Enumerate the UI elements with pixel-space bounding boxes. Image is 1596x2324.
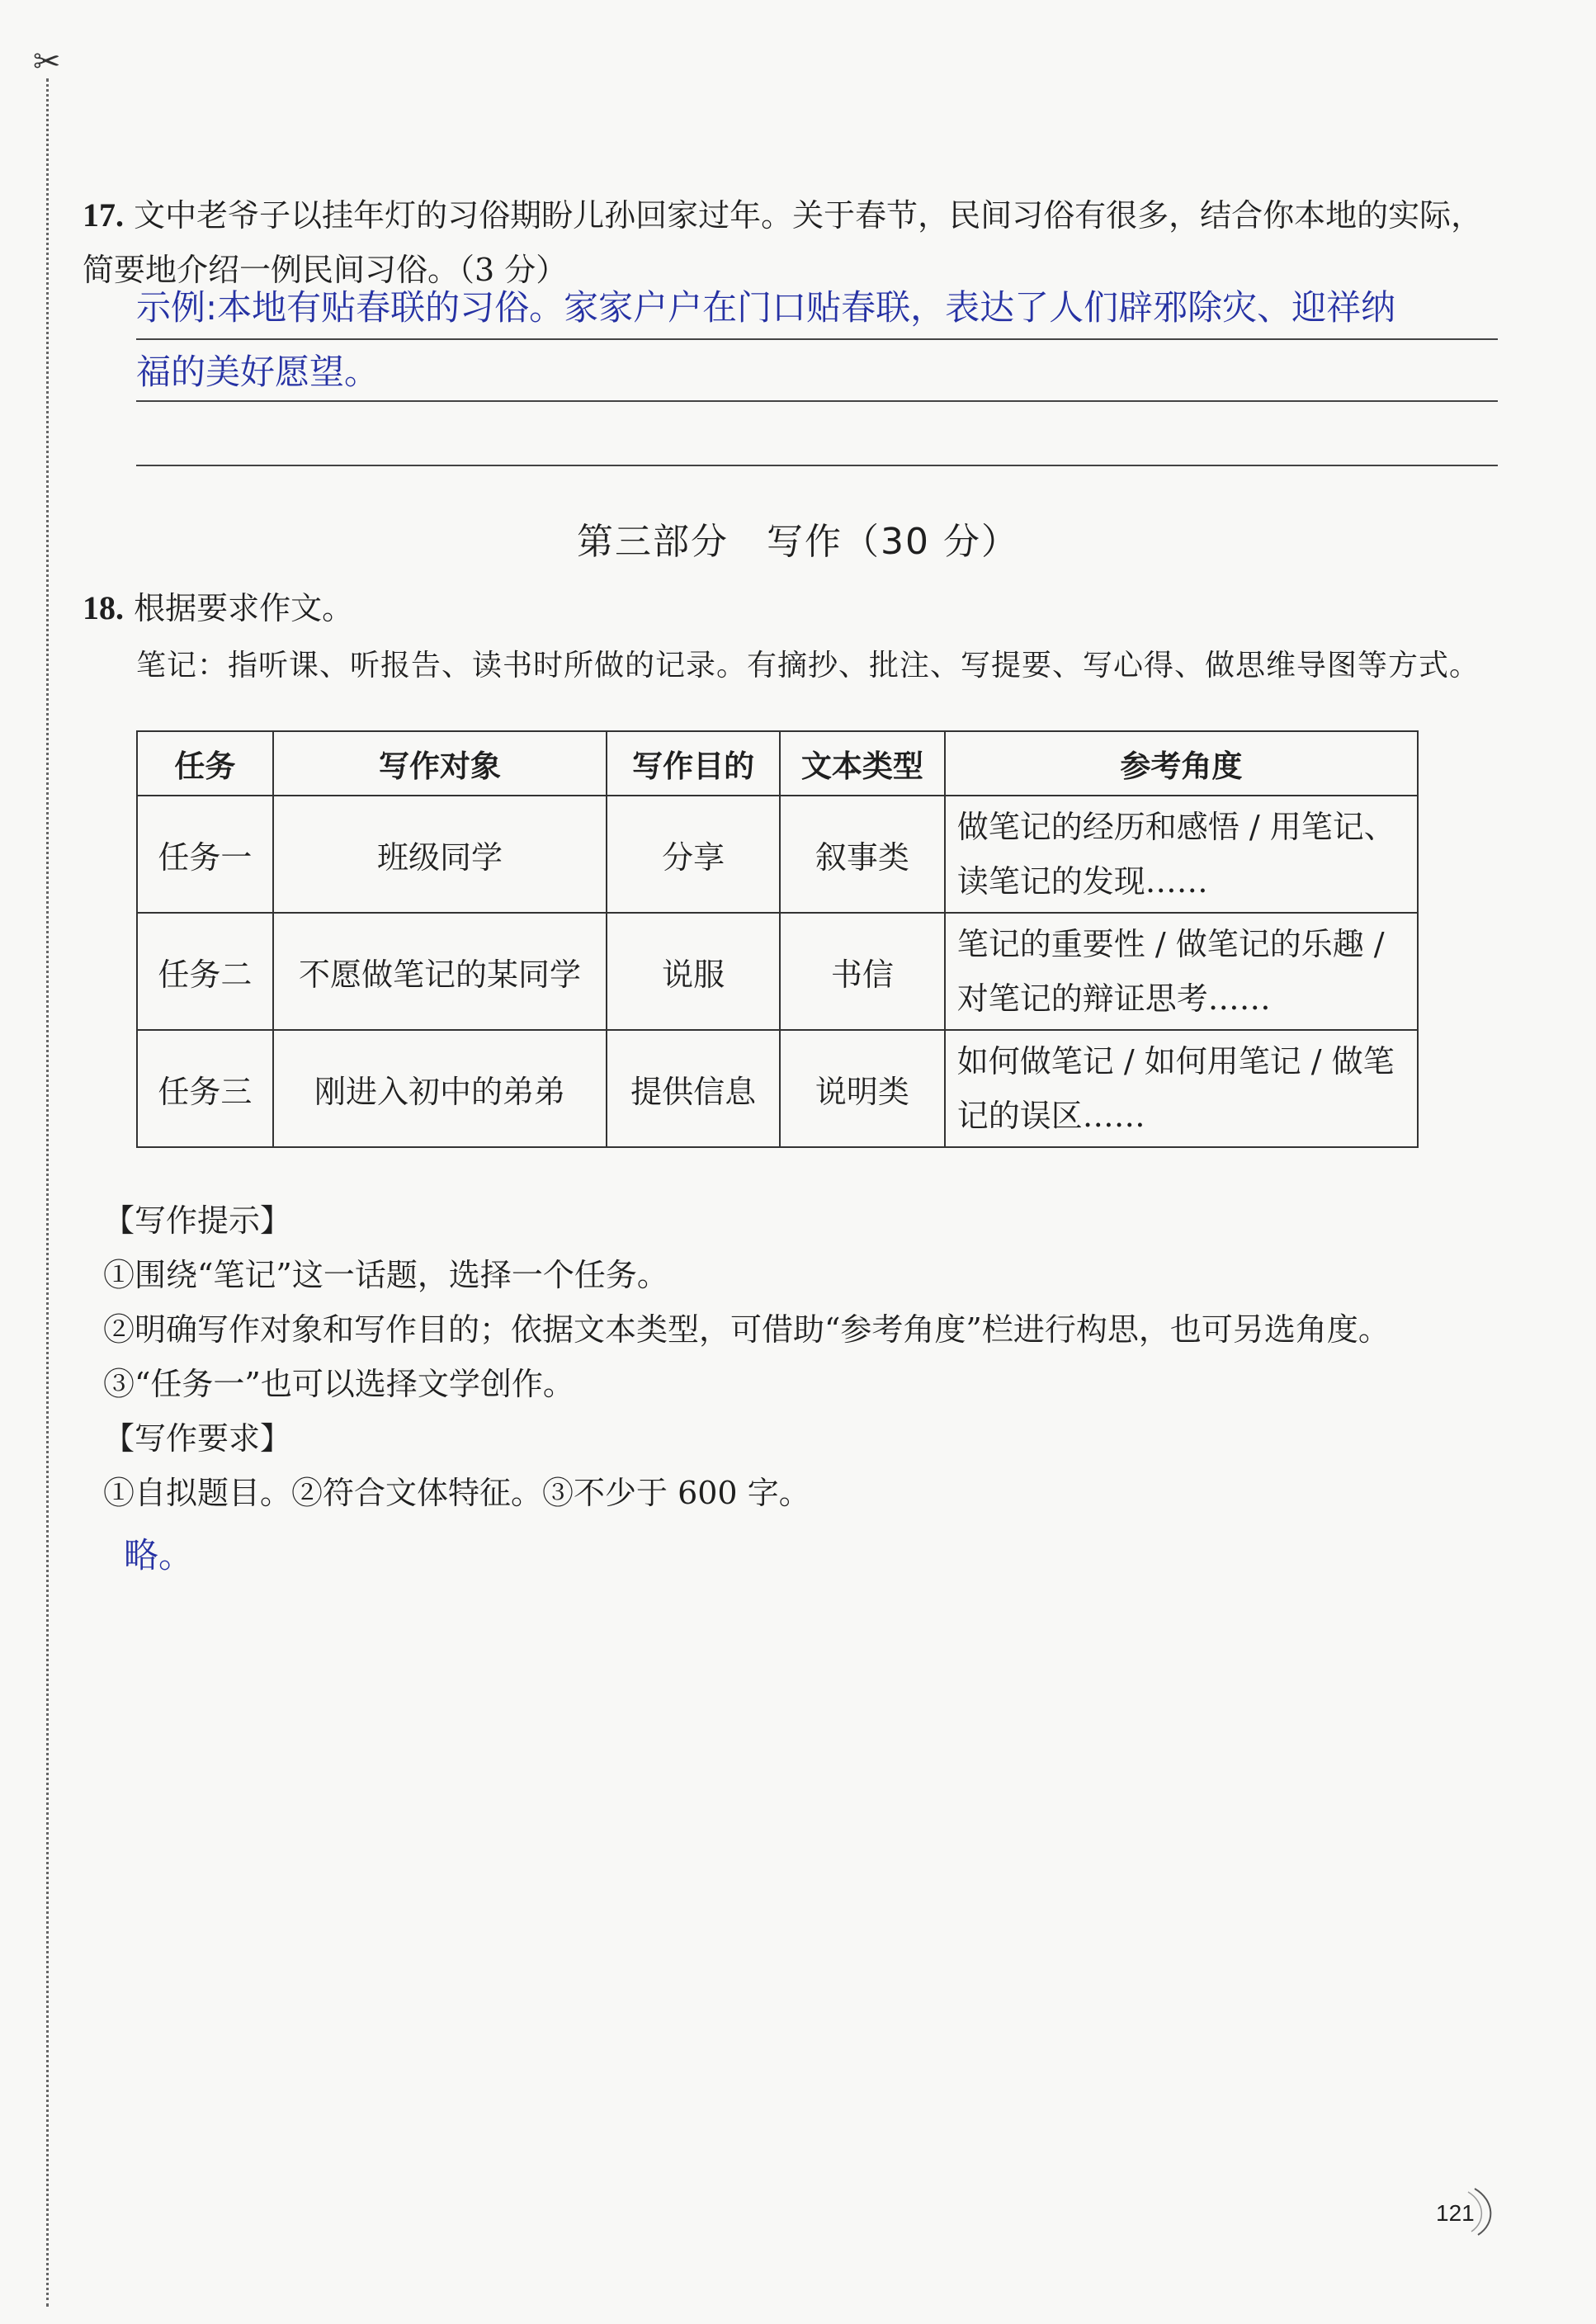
table-cell: 说明类 bbox=[780, 1030, 945, 1147]
answer-rule-1 bbox=[136, 338, 1498, 340]
question-18-prompt: 根据要求作文。 bbox=[134, 590, 354, 626]
question-17-number: 17. bbox=[83, 196, 124, 234]
question-18 bbox=[83, 583, 353, 628]
table-cell: 不愿做笔记的某同学 bbox=[273, 913, 607, 1030]
table-cell: 分享 bbox=[607, 796, 780, 913]
requirements-text: ①自拟题目。②符合文体特征。③不少于 600 字。 bbox=[103, 1475, 810, 1511]
table-row bbox=[137, 796, 1418, 913]
note-definition: 笔记：指听课、听报告、读书时所做的记录。有摘抄、批注、写提要、写心得、做思维导图等方式。 bbox=[136, 649, 1480, 683]
table-cell: 做笔记的经历和感悟 / 用笔记、读笔记的发现…… bbox=[945, 796, 1418, 913]
table-cell: 如何做笔记 / 如何用笔记 / 做笔记的误区…… bbox=[945, 1030, 1418, 1147]
table-cell: 笔记的重要性 / 做笔记的乐趣 / 对笔记的辩证思考…… bbox=[945, 913, 1418, 1030]
table-cell: 书信 bbox=[780, 913, 945, 1030]
tip-item: ③“任务一”也可以选择文学创作。 bbox=[103, 1366, 574, 1402]
tip-item: ①围绕“笔记”这一话题，选择一个任务。 bbox=[103, 1257, 668, 1293]
table-cell: 提供信息 bbox=[607, 1030, 780, 1147]
answer-rule-3 bbox=[136, 465, 1498, 466]
answer-17-line1: 示例:本地有贴春联的习俗。家家户户在门口贴春联，表达了人们辟邪除灾、迎祥纳 bbox=[136, 287, 1396, 328]
header-cell: 写作对象 bbox=[273, 731, 607, 796]
tips-heading: 【写作提示】 bbox=[103, 1202, 292, 1239]
question-17-text: 文中老爷子以挂年灯的习俗期盼儿孙回家过年。关于春节，民间习俗有很多，结合你本地的实际，简要地介绍一例民间习俗。（3 分） bbox=[83, 197, 1483, 288]
table-cell: 任务二 bbox=[137, 913, 273, 1030]
tip-item: ②明确写作对象和写作目的；依据文本类型，可借助“参考角度”栏进行构思，也可另选角度。 bbox=[103, 1311, 1390, 1348]
cut-line bbox=[46, 78, 49, 2307]
task-table bbox=[136, 730, 1419, 1148]
scissors-icon: ✂ bbox=[33, 43, 61, 81]
section-title: 第三部分 写作（30 分） bbox=[577, 521, 1019, 563]
page-number: 121 bbox=[1436, 2200, 1475, 2226]
question-18-number: 18. bbox=[83, 589, 124, 626]
table-cell: 说服 bbox=[607, 913, 780, 1030]
header-cell: 文本类型 bbox=[780, 731, 945, 796]
table-cell: 叙事类 bbox=[780, 796, 945, 913]
requirements-heading: 【写作要求】 bbox=[103, 1420, 292, 1457]
answer-rule-2 bbox=[136, 400, 1498, 402]
writing-tips bbox=[103, 1193, 1523, 1520]
table-cell: 刚进入初中的弟弟 bbox=[273, 1030, 607, 1147]
table-row bbox=[137, 1030, 1418, 1147]
table-cell: 任务三 bbox=[137, 1030, 273, 1147]
table-row bbox=[137, 913, 1418, 1030]
table-cell: 班级同学 bbox=[273, 796, 607, 913]
table-cell: 任务一 bbox=[137, 796, 273, 913]
answer-18: 略。 bbox=[124, 1535, 194, 1575]
header-cell: 参考角度 bbox=[945, 731, 1418, 796]
header-cell: 写作目的 bbox=[607, 731, 780, 796]
task-table-header bbox=[137, 731, 1418, 796]
header-cell: 任务 bbox=[137, 731, 273, 796]
answer-17-line2: 福的美好愿望。 bbox=[136, 352, 380, 392]
